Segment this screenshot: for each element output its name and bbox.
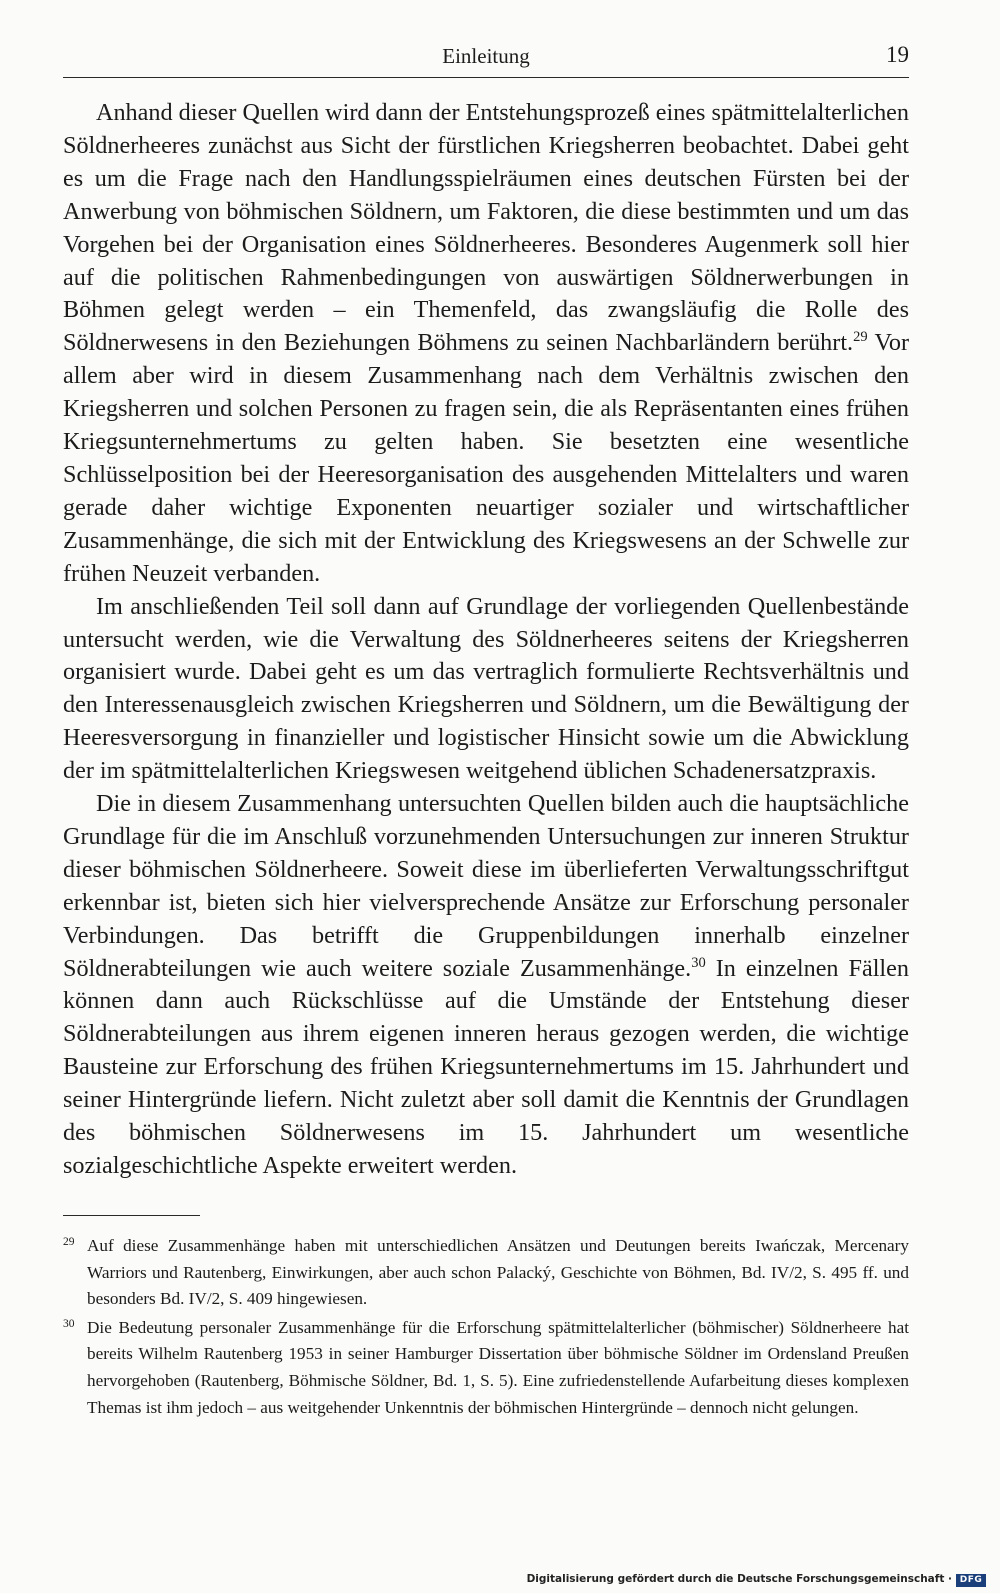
body-text — [63, 97, 909, 1183]
footnote-text: Auf diese Zusammenhänge haben mit unterschiedlichen Ansätzen und Deutungen bereits Iwańczak, Mercenary Warriors und Rautenberg, Einwirkungen, aber auch schon Palacký, Geschichte von Böhmen, Bd. IV/2, S. 495 ff. und besonders Bd. IV/2, S. 409 hingewiesen. — [87, 1236, 909, 1309]
footnote-ref-29[interactable]: 29 — [853, 329, 868, 346]
paragraph-1 — [63, 97, 909, 591]
digitization-credit: Digitalisierung gefördert durch die Deutsche Forschungsgemeinschaft · — [526, 1573, 952, 1585]
dfg-logo: DFG — [956, 1574, 986, 1587]
footnote-text: Die Bedeutung personaler Zusammenhänge für die Erforschung spätmittelalterlicher (böhmischer) Söldnerheere hat bereits Wilhelm Rautenberg 1953 in seiner Hamburger Dissertation über böhmische Söldner im Ordensland Preußen hervorgehoben (Rautenberg, Böhmische Söldner, Bd. 1, S. 5). Eine zufriedenstellende Aufarbeitung dieses komplexen Themas ist ihm jedoch – aus weitgehender Unkenntnis der böhmischen Hintergründe – dennoch nicht gelungen. — [87, 1317, 909, 1417]
footnotes — [63, 1233, 909, 1423]
footnote-number: 29 — [63, 1236, 75, 1248]
paragraph-1-text-a: Anhand dieser Quellen wird dann der Entstehungsprozeß eines spätmittelalterlichen Söldnerheeres zunächst aus Sicht der fürstlichen Kriegsherren beobachtet. Dabei geht es um die Frage nach den Handlungsspielräumen eines deutschen Fürsten bei der Anwerbung von böhmischen Söldnern, um Faktoren, die diese bestimmten und um das Vorgehen bei der Organisation eines Söldnerheeres. Besonderes Augenmerk soll hier auf die politischen Rahmenbedingungen von auswärtigen Söldnerwerbungen in Böhmen gelegt werden – ein Themenfeld, das zwangsläufig die Rolle des Söldnerwesens in den Beziehungen Böhmens zu seinen Nachbarländern berührt. — [63, 99, 909, 357]
paragraph-2: Im anschließenden Teil soll dann auf Grundlage der vorliegenden Quellenbestände untersucht werden, wie die Verwaltung des Söldnerheeres seitens der Kriegsherren organisiert wurde. Dabei geht es um das vertraglich formulierte Rechtsverhältnis und den Interessenausgleich zwischen Kriegsherren und Söldnern, um die Bewältigung der Heeresversorgung in finanzieller und logistischer Hinsicht sowie um die Abwicklung der im spätmittelalterlichen Kriegswesen weitgehend üblichen Schadenersatzpraxis. — [63, 592, 909, 785]
paragraph-3-text-b: In einzelnen Fällen können dann auch Rückschlüsse auf die Umstände der Entstehung dieser Söldnerabteilungen aus ihrem eigenen inneren heraus gezogen werden, die wichtige Bausteine zur Erforschung des frühen Kriegsunternehmertums im 15. Jahrhundert und seiner Hintergründe liefern. Nicht zuletzt aber soll damit die Kenntnis der Grundlagen des böhmischen Söldnerwesens im 15. Jahrhundert um wesentliche sozialgeschichtliche Aspekte erweitert werden. — [63, 954, 909, 1179]
header-rule — [63, 77, 909, 78]
paragraph-1-text-b: Vor allem aber wird in diesem Zusammenhang nach dem Verhältnis zwischen den Kriegsherren und solchen Personen zu fragen sein, die als Repräsentanten eines frühen Kriegsunternehmertums zu gelten haben. Sie besetzten eine wesentliche Schlüsselposition bei der Heeresorganisation des ausgehenden Mittelalters und waren gerade daher wichtige Exponenten neuartiger sozialer und wirtschaftlicher Zusammenhänge, die sich mit der Entwicklung des Kriegswesens an der Schwelle zur frühen Neuzeit verbanden. — [63, 329, 910, 587]
running-title: Einleitung — [442, 44, 530, 68]
page-number: 19 — [886, 42, 909, 67]
footnote-ref-30[interactable]: 30 — [691, 954, 706, 971]
footnote-30 — [63, 1315, 909, 1421]
footnote-29 — [63, 1233, 909, 1313]
paragraph-3 — [63, 788, 909, 1183]
paragraph-3-text-a: Die in diesem Zusammenhang untersuchten Quellen bilden auch die hauptsächliche Grundlage für die im Anschluß vorzunehmenden Untersuchungen zur inneren Struktur dieser böhmischen Söldnerheere. Soweit diese im überlieferten Verwaltungsschriftgut erkennbar ist, bieten sich hier vielversprechende Ansätze zur Erforschung personaler Verbindungen. Das betrifft die Gruppenbildungen innerhalb einzelner Söldnerabteilungen wie auch weitere soziale Zusammenhänge. — [63, 790, 909, 982]
running-head — [63, 44, 909, 74]
footnote-number: 30 — [63, 1317, 75, 1330]
footnote-rule — [63, 1215, 200, 1216]
